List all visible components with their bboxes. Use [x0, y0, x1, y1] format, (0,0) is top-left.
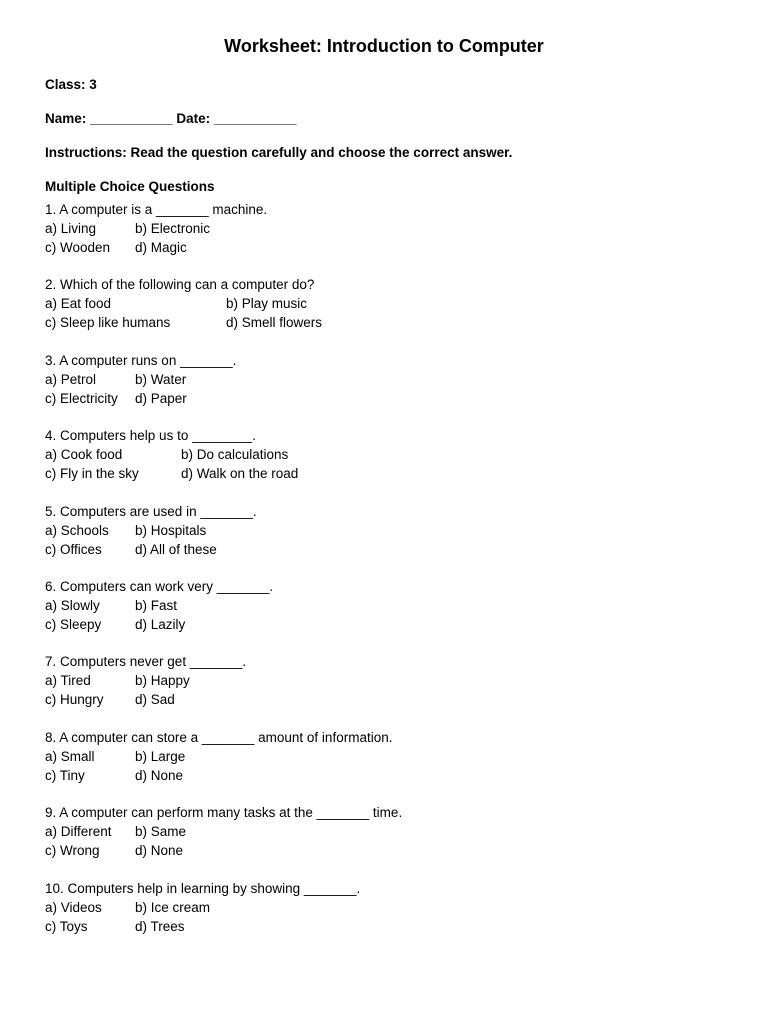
- option-b: b) Do calculations: [181, 447, 289, 463]
- question-6: [45, 577, 745, 652]
- option-b: b) Large: [135, 748, 186, 764]
- option-d: d) None: [135, 767, 184, 783]
- option-a: a) Different: [45, 824, 112, 840]
- option-c: c) Hungry: [45, 692, 104, 708]
- option-row: [45, 389, 745, 408]
- option-a: a) Living: [45, 221, 97, 236]
- option-a: a) Cook food: [45, 447, 123, 463]
- question-2: [45, 275, 745, 350]
- option-c: c) Sleepy: [45, 616, 102, 632]
- option-row: [45, 596, 745, 615]
- question-8: [45, 728, 745, 803]
- option-row: [45, 540, 745, 559]
- option-row: [45, 294, 745, 313]
- option-row: [45, 898, 745, 917]
- option-d: d) Smell flowers: [226, 315, 323, 331]
- question-5: [45, 502, 745, 577]
- option-a: a) Eat food: [45, 296, 112, 312]
- instructions: Instructions: Read the question carefully and choose the correct answer.: [45, 145, 513, 160]
- question-9: [45, 803, 745, 878]
- option-row: [45, 445, 745, 464]
- question-text: 6. Computers can work very _______.: [45, 578, 274, 594]
- option-row: [45, 219, 745, 238]
- option-b: b) Hospitals: [135, 522, 207, 538]
- option-a: a) Tired: [45, 673, 91, 689]
- option-d: d) Sad: [135, 692, 175, 708]
- option-row: [45, 464, 745, 483]
- worksheet-title: Worksheet: Introduction to Computer: [224, 36, 544, 56]
- option-a: a) Schools: [45, 522, 109, 538]
- option-a: a) Petrol: [45, 371, 97, 387]
- option-row: [45, 238, 745, 257]
- option-c: c) Offices: [45, 541, 102, 557]
- option-row: [45, 841, 745, 860]
- option-d: d) All of these: [135, 541, 217, 557]
- question-text: 10. Computers help in learning by showing _______.: [45, 880, 361, 896]
- option-c: c) Tiny: [45, 767, 85, 783]
- option-row: [45, 747, 745, 766]
- option-a: a) Videos: [45, 899, 102, 915]
- question-text: 8. A computer can store a _______ amount of information.: [45, 729, 393, 745]
- option-c: c) Sleep like humans: [45, 315, 171, 331]
- option-row: [45, 917, 745, 936]
- class-line: Class: 3: [45, 77, 97, 92]
- option-b: b) Ice cream: [135, 899, 211, 915]
- question-1: [45, 200, 745, 275]
- section-heading: Multiple Choice Questions: [45, 179, 215, 194]
- option-d: d) None: [135, 843, 184, 859]
- option-row: [45, 313, 745, 332]
- option-c: c) Wrong: [45, 843, 100, 859]
- option-c: c) Toys: [45, 918, 88, 934]
- option-row: [45, 521, 745, 540]
- option-a: a) Slowly: [45, 597, 100, 613]
- option-d: d) Magic: [135, 240, 187, 255]
- option-d: d) Paper: [135, 390, 187, 406]
- option-b: b) Play music: [226, 296, 308, 312]
- question-text: 5. Computers are used in _______.: [45, 503, 257, 519]
- question-4: [45, 426, 745, 501]
- option-d: d) Walk on the road: [181, 466, 299, 482]
- question-text: 3. A computer runs on _______.: [45, 352, 237, 368]
- question-text: 9. A computer can perform many tasks at the _______ time.: [45, 805, 403, 821]
- option-row: [45, 766, 745, 785]
- question-3: [45, 351, 745, 426]
- option-row: [45, 615, 745, 634]
- question-list: [45, 200, 745, 954]
- question-10: [45, 879, 745, 954]
- option-b: b) Same: [135, 824, 187, 840]
- option-b: b) Water: [135, 371, 187, 387]
- question-7: [45, 652, 745, 727]
- option-row: [45, 690, 745, 709]
- question-text: 4. Computers help us to ________.: [45, 428, 256, 444]
- option-row: [45, 671, 745, 690]
- option-row: [45, 822, 745, 841]
- option-c: c) Fly in the sky: [45, 466, 139, 482]
- question-text: 7. Computers never get _______.: [45, 654, 247, 670]
- question-text: 2. Which of the following can a computer do?: [45, 277, 315, 293]
- option-b: b) Fast: [135, 597, 178, 613]
- option-b: b) Electronic: [135, 221, 211, 236]
- option-d: d) Trees: [135, 918, 185, 934]
- option-c: c) Electricity: [45, 390, 118, 406]
- option-a: a) Small: [45, 748, 95, 764]
- option-row: [45, 370, 745, 389]
- name-date-line: Name: ___________ Date: ___________: [45, 111, 297, 126]
- option-b: b) Happy: [135, 673, 190, 689]
- option-c: c) Wooden: [45, 240, 111, 255]
- question-text: 1. A computer is a _______ machine.: [45, 202, 268, 217]
- option-d: d) Lazily: [135, 616, 186, 632]
